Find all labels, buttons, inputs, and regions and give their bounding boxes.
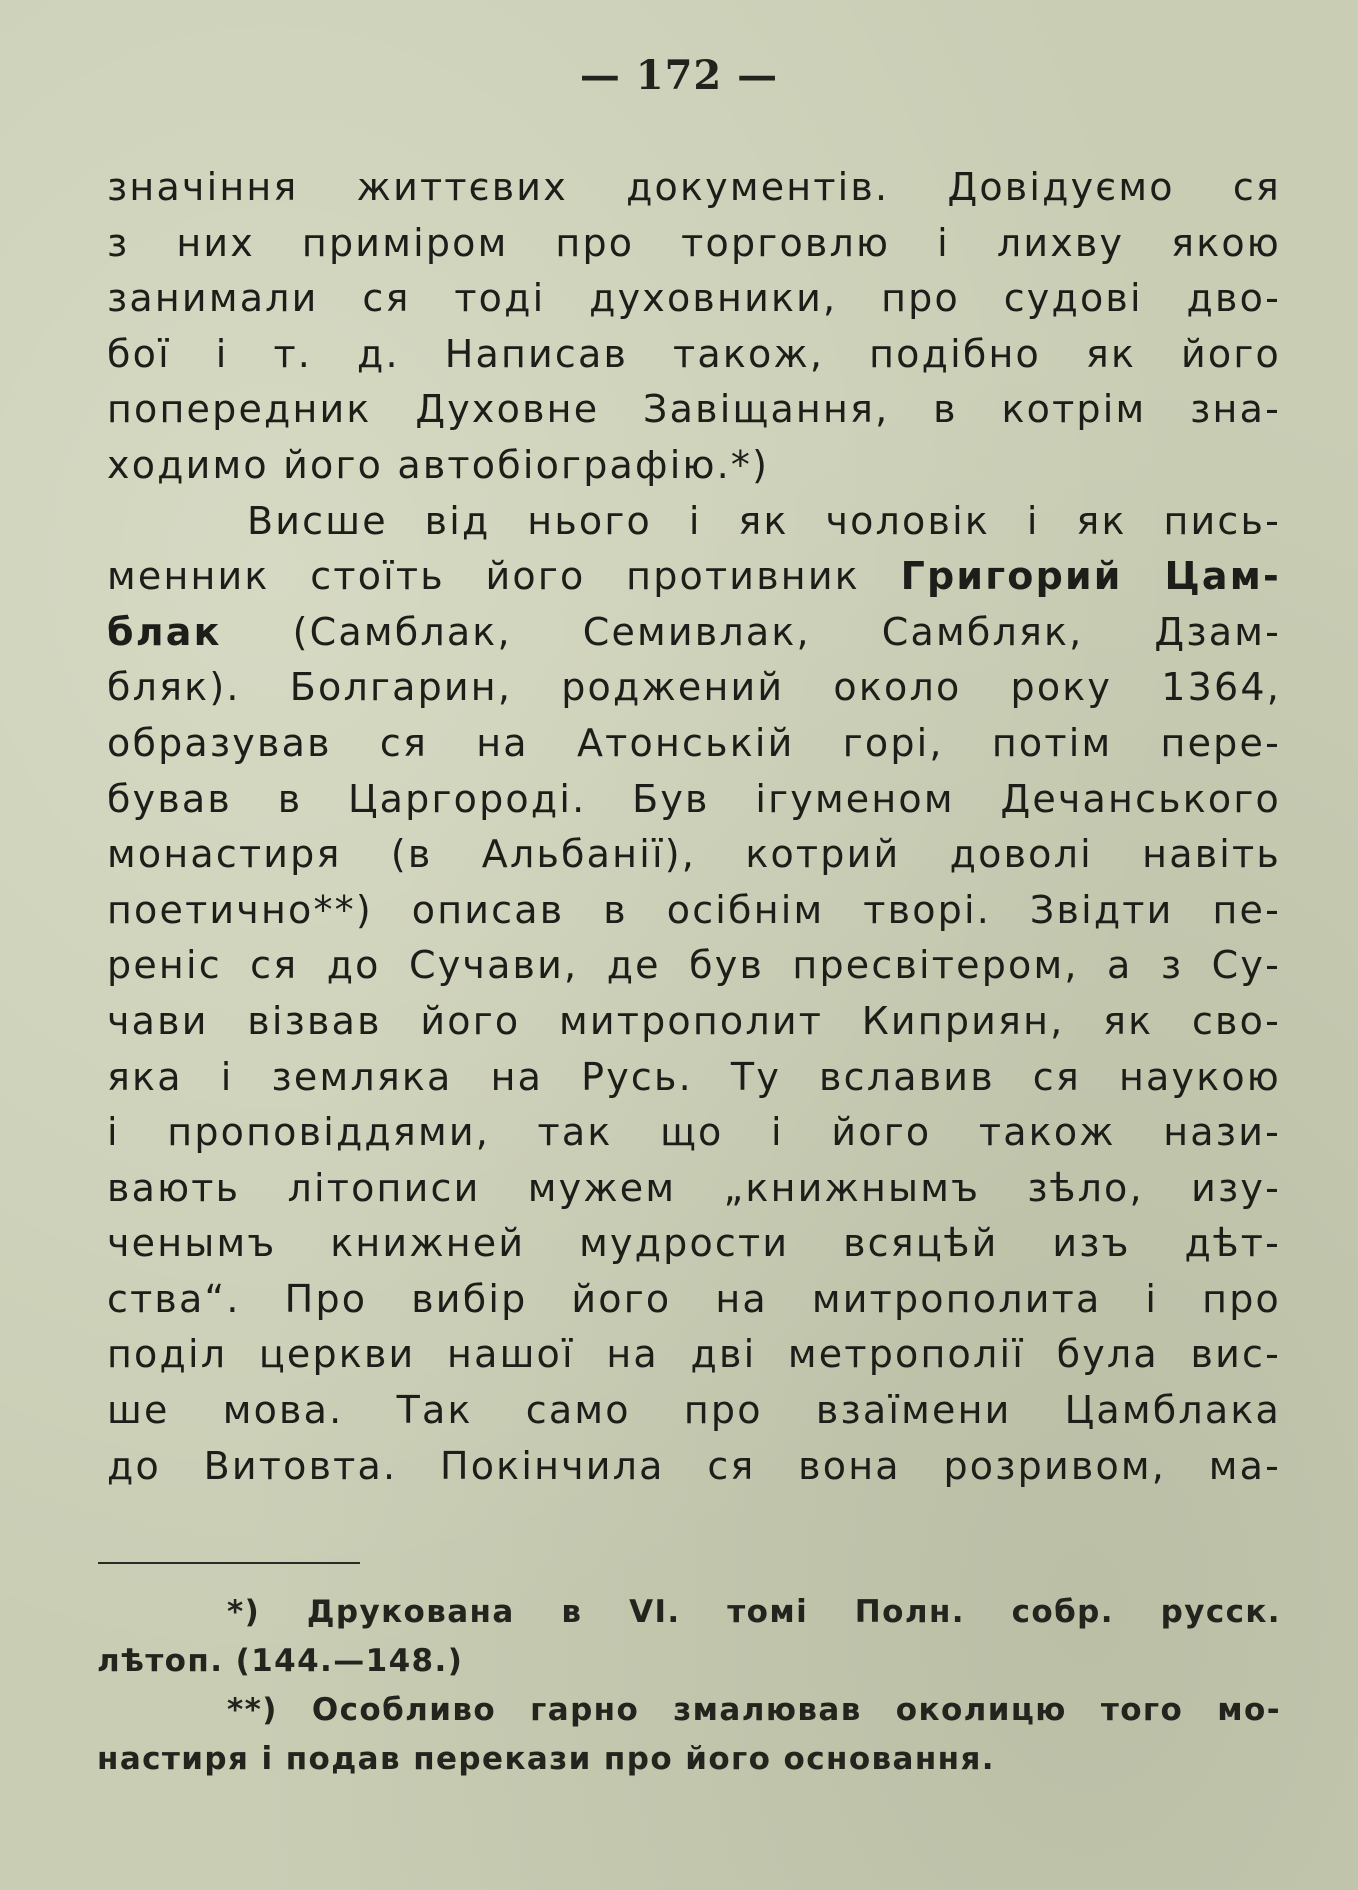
- text-line: реніс ся до Сучави, де був пресвітером, а з Су-: [107, 943, 1281, 988]
- text-line: ченымъ книжней мудрости всяцѣй изъ дѣт-: [107, 1221, 1281, 1266]
- text-line: монастиря (в Альбанії), котрий доволі навіть: [107, 832, 1281, 877]
- text-line: занимали ся тоді духовники, про судові дво-: [107, 276, 1281, 321]
- text-line: вають літописи мужем „книжнымъ зѣло, изу-: [107, 1165, 1281, 1210]
- text-line: з них приміром про торговлю і лихву якою: [107, 220, 1281, 265]
- text-line: Висше від нього і як чоловік і як пись-: [247, 498, 1281, 543]
- author-name-bold: Григорий Цам-: [900, 554, 1281, 599]
- footnote-2-line: **) Особливо гарно змалював околицю того мо-: [227, 1692, 1281, 1728]
- text-line: ше мова. Так само про взаїмени Цамблака: [107, 1388, 1281, 1433]
- text-line: ства“. Про вибір його на митрополита і про: [107, 1276, 1281, 1321]
- text-line: чави візвав його митрополит Киприян, як сво-: [107, 998, 1281, 1043]
- text-line: попередник Духовне Завіщання, в котрім зна-: [107, 387, 1281, 432]
- text-line: поетично**) описав в осібнім творі. Звідти пе-: [107, 887, 1281, 932]
- footnote-2-line: настиря і подав перекази про його основання.: [97, 1741, 995, 1777]
- text-line: бував в Царгороді. Був ігуменом Дечанського: [107, 776, 1281, 821]
- footnote-1-line: лѣтоп. (144.—148.): [97, 1643, 464, 1679]
- text-line: значіння життєвих документів. Довідуємо ся: [107, 165, 1281, 209]
- text-line: і проповіддями, так що і його також нази-: [107, 1110, 1281, 1155]
- text-line: бої і т. д. Написав також, подібно як його: [107, 331, 1281, 376]
- footnote-divider: [98, 1562, 360, 1564]
- text-line: бляк). Болгарин, роджений около року 1364,: [107, 665, 1281, 710]
- text-run: менник стоїть його противник: [107, 554, 901, 599]
- text-line: образував ся на Атонській горі, потім пере-: [107, 720, 1281, 765]
- text-line: ходимо його автобіографію.*): [107, 442, 770, 487]
- text-line: [107, 549, 1281, 605]
- text-line: до Витовта. Покінчила ся вона розривом, ма-: [107, 1443, 1281, 1488]
- footnote-1-line: *) Друкована в VI. томі Полн. собр. русск.: [227, 1594, 1281, 1630]
- page-number: — 172 —: [579, 52, 779, 99]
- text-line: [107, 605, 1281, 661]
- text-run: (Самблак, Семивлак, Самбляк, Дзам-: [221, 609, 1281, 654]
- main-text: [107, 160, 1281, 1494]
- footnotes: [97, 1588, 1281, 1784]
- text-line: яка і земляка на Русь. Ту вславив ся наукою: [107, 1054, 1281, 1099]
- text-line: поділ церкви нашої на дві метрополії була вис-: [107, 1332, 1281, 1377]
- author-name-bold: блак: [107, 609, 222, 654]
